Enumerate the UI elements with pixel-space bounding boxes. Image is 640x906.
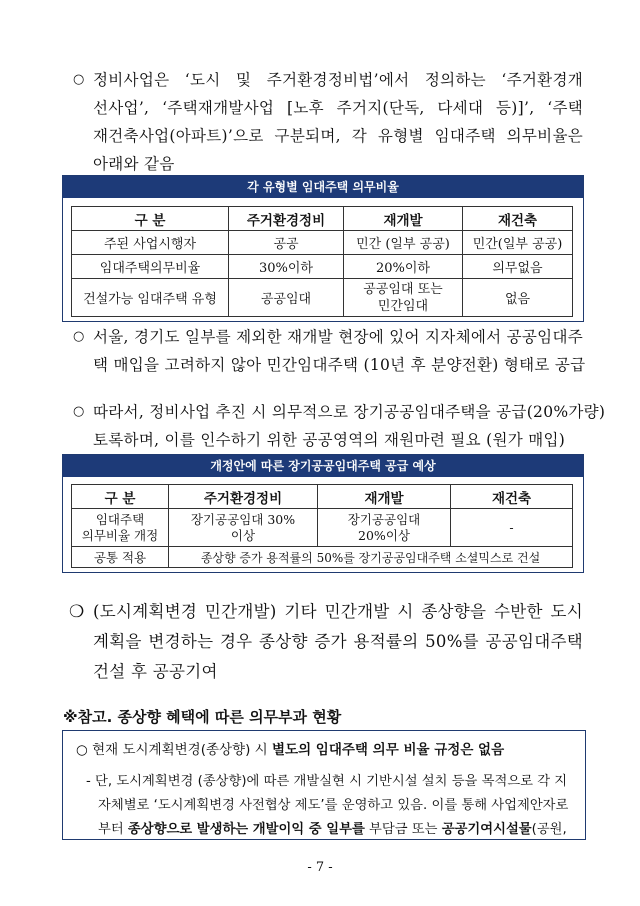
paragraph-4: [69, 597, 583, 687]
text-line: (도시계획변경 민간개발) 기타 민간개발 시 종상향을 수반한 도시: [93, 602, 583, 621]
table-header: 재건축: [463, 207, 573, 231]
table-cell: 임대주택의무비율: [72, 255, 229, 279]
table-cell: 장기공공임대 20%이상: [318, 509, 451, 547]
text-line: 서울, 경기도 일부를 제외한 재개발 현장에 있어 지자체에서 공공임대주: [93, 328, 583, 346]
table-cell: 임대주택 의무비율 개정: [72, 509, 169, 547]
table-cell: 주된 사업시행자: [72, 231, 229, 255]
table-header: 구 분: [72, 485, 169, 509]
table-cell: -: [451, 509, 573, 547]
table-cell: 장기공공임대 30% 이상: [169, 509, 318, 547]
text: 부터: [98, 822, 128, 837]
supply-forecast-table: [71, 484, 573, 568]
text-line: 택 매입을 고려하지 않아 민간임대주택 (10년 후 분양전환) 형태로 공급: [93, 356, 586, 374]
table-cell: 공공: [229, 231, 344, 255]
paragraph-1: [73, 66, 583, 178]
obligation-ratio-table: [71, 206, 573, 317]
table2-title: 개정안에 따른 장기공공임대주택 공급 예상: [63, 455, 583, 477]
table-cell: 민간 (일부 공공): [344, 231, 463, 255]
text-line: 선사업’, ‘주택재개발사업 [노후 주거지(단독, 다세대 등)]’, ‘주택: [93, 99, 583, 117]
text-line: 재건축사업(아파트)’으로 구분되며, 각 유형별 임대주택 의무비율은: [93, 127, 583, 145]
bullet-marker: ○: [73, 72, 85, 87]
table-cell: 공공임대: [229, 279, 344, 317]
reference-line-1: [76, 738, 504, 758]
bold-text: 별도의 임대주택 의무 비율 규정은 없음: [271, 742, 505, 758]
text-line: 아래와 같음: [93, 155, 175, 173]
table-cell: 30%이하: [229, 255, 344, 279]
reference-line-4: [98, 818, 567, 837]
paragraph-3: [73, 398, 606, 454]
table-cell: 종상향 증가 용적률의 50%를 장기공공임대주택 소셜믹스로 건설: [169, 547, 573, 568]
text-line: 토록하며, 이를 인수하기 위한 공공영역의 재원마련 필요 (원가 매입): [93, 431, 566, 449]
text-line: 건설 후 공공기여: [93, 662, 218, 681]
table-header: 주거환경정비: [229, 207, 344, 231]
text-line: 정비사업은 ‘도시 및 주거환경정비법’에서 정의하는 ‘주거환경개: [93, 71, 583, 89]
bullet-marker: ○: [73, 404, 85, 419]
bullet-marker: ○: [73, 329, 85, 344]
table-header: 재개발: [318, 485, 451, 509]
text-line: 계획을 변경하는 경우 종상향 증가 용적률의 50%를 공공임대주택: [93, 632, 583, 651]
page-number: - 7 -: [307, 860, 333, 875]
bold-text: 종상향으로 발생하는 개발이익 중 일부를: [127, 822, 365, 837]
table-cell: 공공임대 또는 민간임대: [344, 279, 463, 317]
table-header: 구 분: [72, 207, 229, 231]
reference-line-3: 자체별로 ‘도시계획변경 사전협상 제도’를 운영하고 있음. 이를 통해 사업제안자로: [98, 798, 569, 813]
table-cell: 없음: [463, 279, 573, 317]
paragraph-2: [73, 323, 586, 379]
bullet-marker: ❍: [69, 602, 85, 622]
bold-text: 공공기여시설물: [441, 822, 532, 837]
text: 부담금 또는: [364, 822, 442, 837]
reference-heading: ※참고. 종상향 혜택에 따른 의무부과 현황: [63, 708, 342, 726]
table-cell: 건설가능 임대주택 유형: [72, 279, 229, 317]
table-cell: 의무없음: [463, 255, 573, 279]
reference-line-2: - 단, 도시계획변경 (종상향)에 따른 개발실현 시 기반시설 설치 등을 목적으로 각 지: [86, 774, 568, 789]
table-header: 재개발: [344, 207, 463, 231]
table-header: 주거환경정비: [169, 485, 318, 509]
table-header: 재건축: [451, 485, 573, 509]
table-cell: 20%이하: [344, 255, 463, 279]
text-line: 따라서, 정비사업 추진 시 의무적으로 장기공공임대주택을 공급(20%가량): [93, 403, 606, 421]
text: ○ 현재 도시계획변경(종상향) 시: [76, 742, 272, 758]
table1-title: 각 유형별 임대주택 의무비율: [63, 176, 583, 198]
table-cell: 공통 적용: [72, 547, 169, 568]
text: (공원,: [531, 822, 567, 837]
table-cell: 민간(일부 공공): [463, 231, 573, 255]
